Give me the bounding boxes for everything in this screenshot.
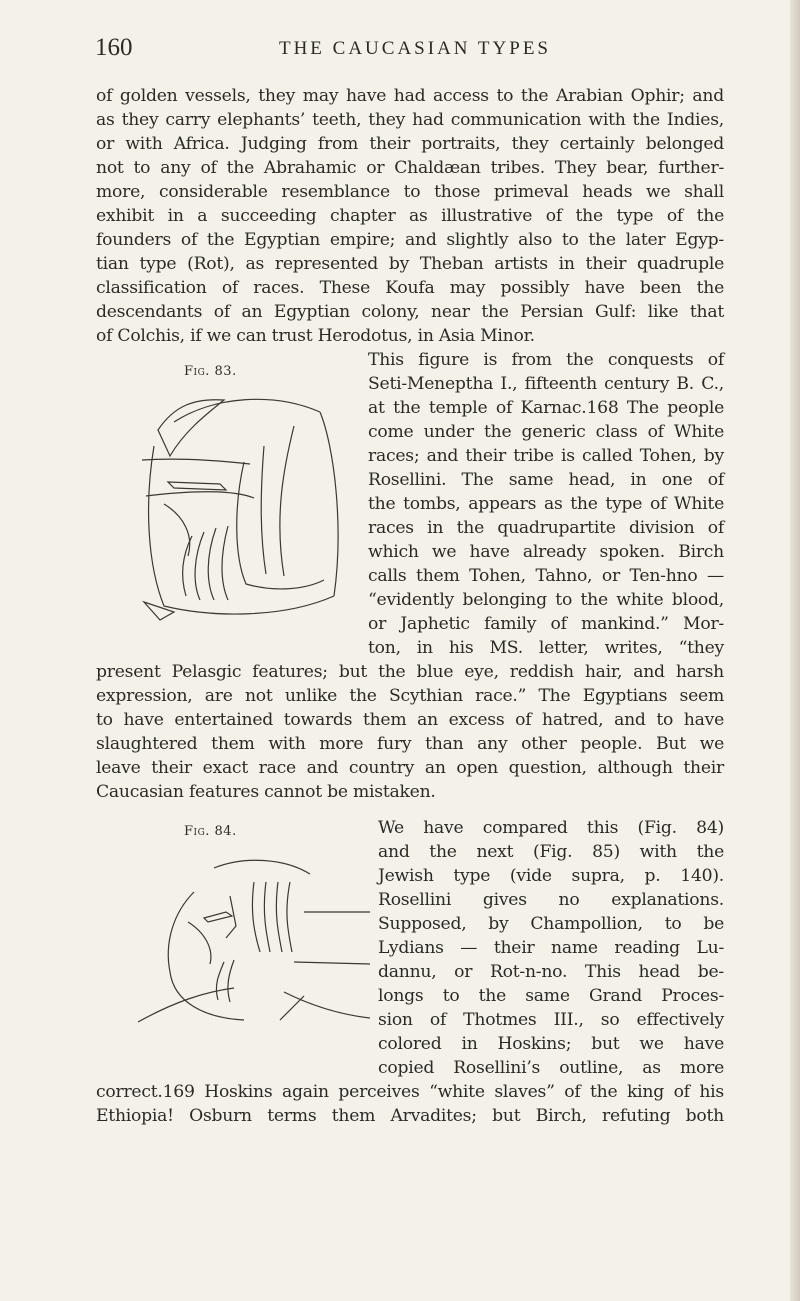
figure-84-head-illustration	[134, 852, 370, 1028]
text-line: Supposed, by Champollion, to be	[378, 914, 724, 934]
figure-caption: Fig. 84.	[184, 824, 237, 839]
text-line: This figure is from the conquests of	[368, 350, 724, 370]
text-line: Ethiopia! Osburn terms them Arvadites; but Birch, refuting both	[96, 1106, 724, 1126]
text-line: which we have already spoken. Birch	[368, 542, 724, 562]
text-line: Seti-Meneptha I., fifteenth century B. C.,	[368, 374, 724, 394]
text-line: classification of races. These Koufa may possibly have been the	[96, 278, 724, 298]
figure-83-head-illustration	[134, 386, 360, 622]
text-line: colored in Hoskins; but we have	[378, 1034, 724, 1054]
text-line: longs to the same Grand Proces-	[378, 986, 724, 1006]
text-line: dannu, or Rot-n-no. This head be-	[378, 962, 724, 982]
text-line: not to any of the Abrahamic or Chaldæan tribes. They bear, further-	[96, 158, 724, 178]
text-line: tian type (Rot), as represented by Theban artists in their quadruple	[96, 254, 724, 274]
running-title: THE CAUCASIAN TYPES	[278, 38, 551, 59]
text-line: exhibit in a succeeding chapter as illustrative of the type of the	[96, 206, 724, 226]
text-line: correct.169 Hoskins again perceives “white slaves” of the king of his	[96, 1082, 724, 1102]
page-number: 160	[95, 34, 133, 61]
page-header	[95, 34, 735, 64]
text-line: and the next (Fig. 85) with the	[378, 842, 724, 862]
text-line: “evidently belonging to the white blood,	[368, 590, 724, 610]
text-line: of Colchis, if we can trust Herodotus, in Asia Minor.	[96, 326, 535, 346]
text-line: or with Africa. Judging from their portraits, they certainly belonged	[96, 134, 724, 154]
text-line: descendants of an Egyptian colony, near the Persian Gulf: like that	[96, 302, 724, 322]
text-line: leave their exact race and country an open question, although their	[96, 758, 724, 778]
text-line: Rosellini. The same head, in one of	[368, 470, 724, 490]
text-line: more, considerable resemblance to those primeval heads we shall	[96, 182, 724, 202]
text-line: Rosellini gives no explanations.	[378, 890, 724, 910]
text-line: races; and their tribe is called Tohen, by	[368, 446, 724, 466]
text-line: Lydians — their name reading Lu-	[378, 938, 724, 958]
text-line: We have compared this (Fig. 84)	[378, 818, 724, 838]
text-line: or Japhetic family of mankind.” Mor-	[368, 614, 724, 634]
figure-caption: Fig. 83.	[184, 364, 237, 379]
text-line: present Pelasgic features; but the blue eye, reddish hair, and harsh	[96, 662, 724, 682]
text-line: Caucasian features cannot be mistaken.	[96, 782, 436, 802]
text-line: Jewish type (vide supra, p. 140).	[378, 866, 724, 886]
page-edge-shadow	[790, 0, 800, 1301]
text-line: the tombs, appears as the type of White	[368, 494, 724, 514]
text-line: calls them Tohen, Tahno, or Ten-hno —	[368, 566, 724, 586]
text-line: of golden vessels, they may have had access to the Arabian Ophir; and	[96, 86, 724, 106]
text-line: copied Rosellini’s outline, as more	[378, 1058, 724, 1078]
text-line: at the temple of Karnac.168 The people	[368, 398, 724, 418]
text-line: races in the quadrupartite division of	[368, 518, 724, 538]
text-line: come under the generic class of White	[368, 422, 724, 442]
text-line: slaughtered them with more fury than any other people. But we	[96, 734, 724, 754]
text-line: ton, in his MS. letter, writes, “they	[368, 638, 724, 658]
text-line: sion of Thotmes III., so effectively	[378, 1010, 724, 1030]
text-line: expression, are not unlike the Scythian race.” The Egyptians seem	[96, 686, 724, 706]
text-line: to have entertained towards them an excess of hatred, and to have	[96, 710, 724, 730]
text-line: founders of the Egyptian empire; and slightly also to the later Egyp-	[96, 230, 724, 250]
text-line: as they carry elephants’ teeth, they had communication with the Indies,	[96, 110, 724, 130]
